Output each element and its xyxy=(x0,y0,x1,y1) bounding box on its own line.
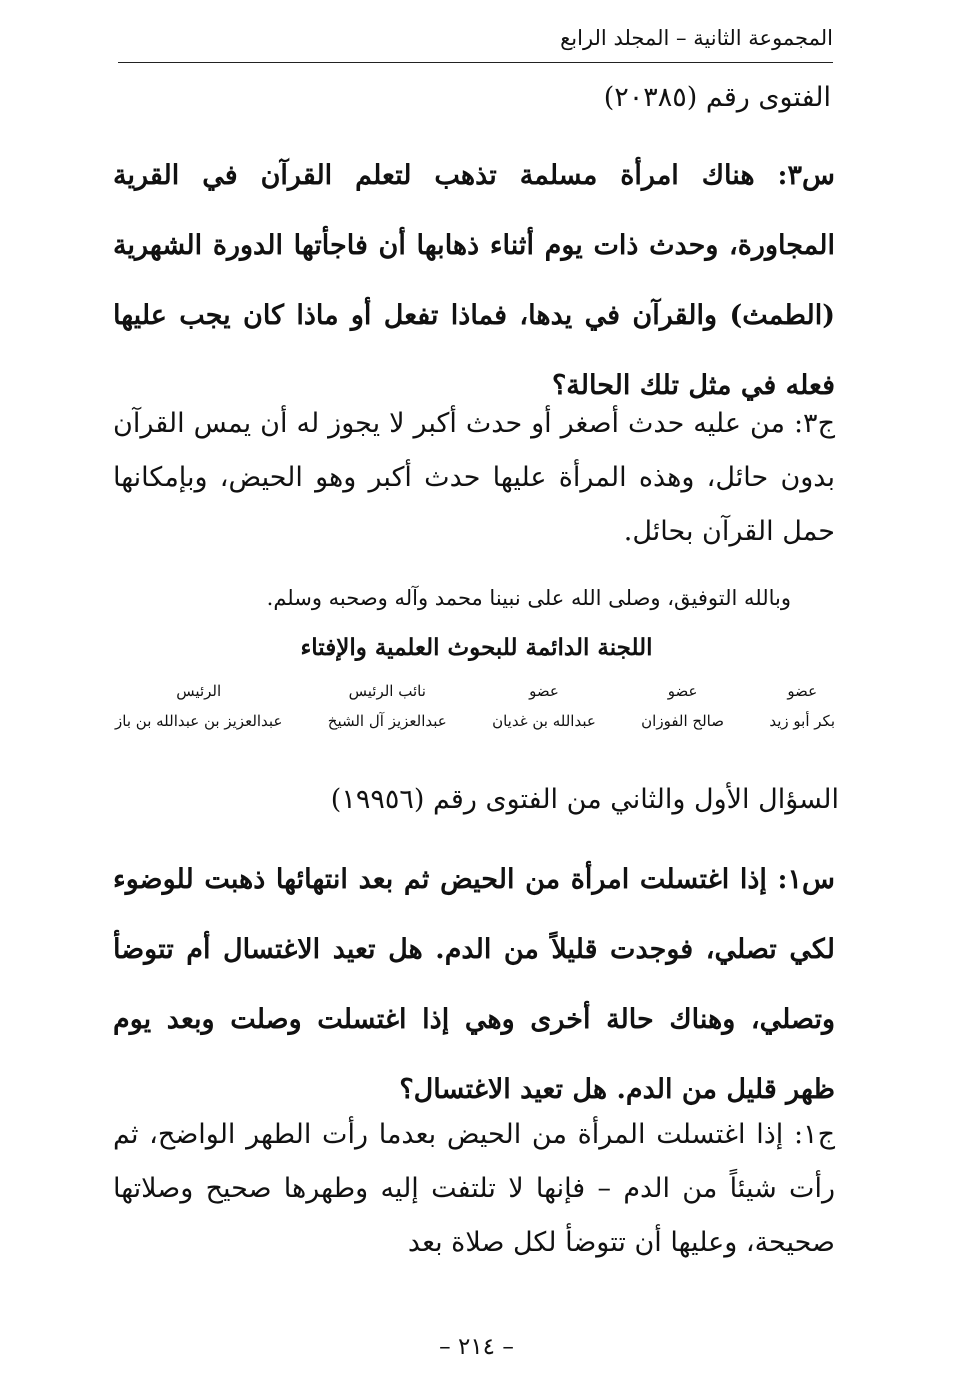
committee-name: اللجنة الدائمة للبحوث العلمية والإفتاء xyxy=(300,634,653,661)
running-header xyxy=(118,22,833,63)
signatory-name: عبدالعزيز آل الشيخ xyxy=(327,712,447,730)
running-title: المجموعة الثانية – المجلد الرابع xyxy=(552,26,833,50)
signatory-role: عضو xyxy=(787,682,818,700)
signatory xyxy=(492,680,596,732)
page-number: – ٢١٤ – xyxy=(439,1334,514,1360)
question-paragraph: س٣: هناك امرأة مسلمة تذهب لتعلم القرآن في القرية المجاورة، وحدث ذات يوم أثناء ذهابها أن فاجأتها الدورة الشهرية (الطمث) والقرآن في يدها، فماذا تفعل أو ماذا كان يجب عليها فعله في مثل تلك الحالة؟ xyxy=(113,160,835,401)
signatory-role: عضو xyxy=(529,682,559,700)
signatory-role: الرئيس xyxy=(176,682,222,700)
signatory-name: صالح الفوزان xyxy=(641,712,724,730)
signatory xyxy=(115,680,282,732)
answer-paragraph: ج١: إذا اغتسلت المرأة من الحيض بعدما رأت الطهر الواضح، ثم رأت شيئاً من الدم – فإنها لا تلتفت إليه وطهرها صحيح وصلاتها صحيحة، وعليها أن تتوضأ لكل صلاة بعد xyxy=(113,1119,835,1258)
signatory xyxy=(769,680,835,732)
fatwa-reference: الفتوى رقم (٢٠٣٨٥) xyxy=(603,82,831,113)
fatwa-reference: السؤال الأول والثاني من الفتوى رقم (١٩٩٥٦) xyxy=(330,784,839,815)
closing-prayer: وبالله التوفيق، وصلى الله على نبينا محمد وآله وصحبه وسلم. xyxy=(266,586,791,610)
question-paragraph: س١: إذا اغتسلت امرأة من الحيض ثم بعد انتهائها ذهبت للوضوء لكي تصلي، فوجدت قليلاً من الدم. هل تعيد الاغتسال أم تتوضأ وتصلي، وهناك حالة أخرى وهي إذا اغتسلت وصلت وبعد يوم ظهر قليل من الدم. هل تعيد الاغتسال؟ xyxy=(113,864,835,1105)
answer-paragraph: ج٣: من عليه حدث أصغر أو حدث أكبر لا يجوز له أن يمس القرآن بدون حائل، وهذه المرأة عليها حدث أكبر وهو الحيض، وبإمكانها حمل القرآن بحائل. xyxy=(113,408,835,547)
signatory-name: عبدالله بن غديان xyxy=(492,712,596,730)
signatories-list xyxy=(115,680,835,732)
signatory xyxy=(328,680,447,732)
signatory-name: عبدالعزيز بن عبدالله بن باز xyxy=(115,712,283,730)
signatory-role: عضو xyxy=(667,682,698,700)
signatory-role: نائب الرئيس xyxy=(348,682,426,700)
signatory-name: بكر أبو زيد xyxy=(769,712,835,730)
signatory xyxy=(641,680,724,732)
